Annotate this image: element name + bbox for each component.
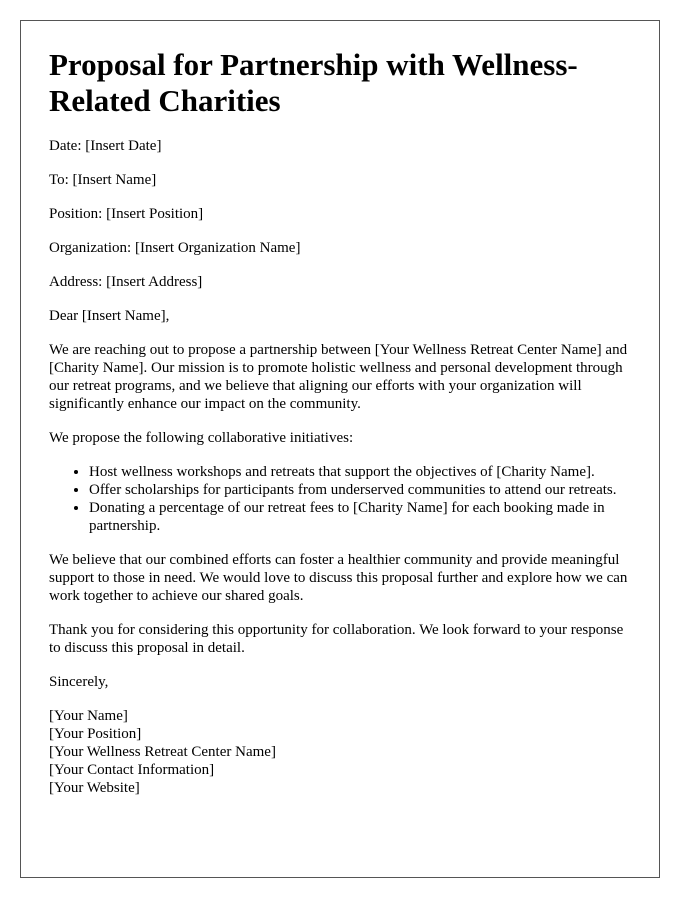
recipient-position-field: Position: [Insert Position] (49, 206, 204, 222)
closing-paragraph: We believe that our combined efforts can foster a healthier community and provide meaningful support to those in need. We would love to discuss this proposal further and explore how we can work together to achieve our shared goals. (49, 552, 628, 604)
salutation: Dear [Insert Name], (49, 308, 170, 324)
initiatives-intro: We propose the following collaborative initiatives: (49, 430, 354, 446)
letter-page (20, 20, 660, 878)
list-item: • Offer scholarships for participants from underserved communities to attend our retreats. (89, 481, 631, 499)
initiatives-list (49, 463, 631, 535)
signature-center-name: [Your Wellness Retreat Center Name] (49, 744, 276, 760)
signature-block (49, 707, 631, 797)
sign-off: Sincerely, (49, 674, 109, 690)
list-item: • Donating a percentage of our retreat fees to [Charity Name] for each booking made in partnership. (89, 499, 631, 535)
signature-contact: [Your Contact Information] (49, 762, 215, 778)
list-item: • Host wellness workshops and retreats that support the objectives of [Charity Name]. (89, 463, 631, 481)
signature-position: [Your Position] (49, 726, 142, 742)
signature-website: [Your Website] (49, 780, 140, 796)
date-field: Date: [Insert Date] (49, 138, 162, 154)
recipient-address-field: Address: [Insert Address] (49, 274, 203, 290)
intro-paragraph: We are reaching out to propose a partnership between [Your Wellness Retreat Center Name] and [Charity Name]. Our mission is to promote holistic wellness and personal development through our retreat programs, and we believe that aligning our efforts with your organization will significantly enhance our impact on the community. (49, 342, 628, 412)
signature-name: [Your Name] (49, 708, 128, 724)
recipient-organization-field: Organization: [Insert Organization Name] (49, 240, 301, 256)
thanks-paragraph: Thank you for considering this opportunity for collaboration. We look forward to your response to discuss this proposal in detail. (49, 622, 624, 656)
page-title: Proposal for Partnership with Wellness-Related Charities (49, 47, 578, 118)
recipient-name-field: To: [Insert Name] (49, 172, 157, 188)
